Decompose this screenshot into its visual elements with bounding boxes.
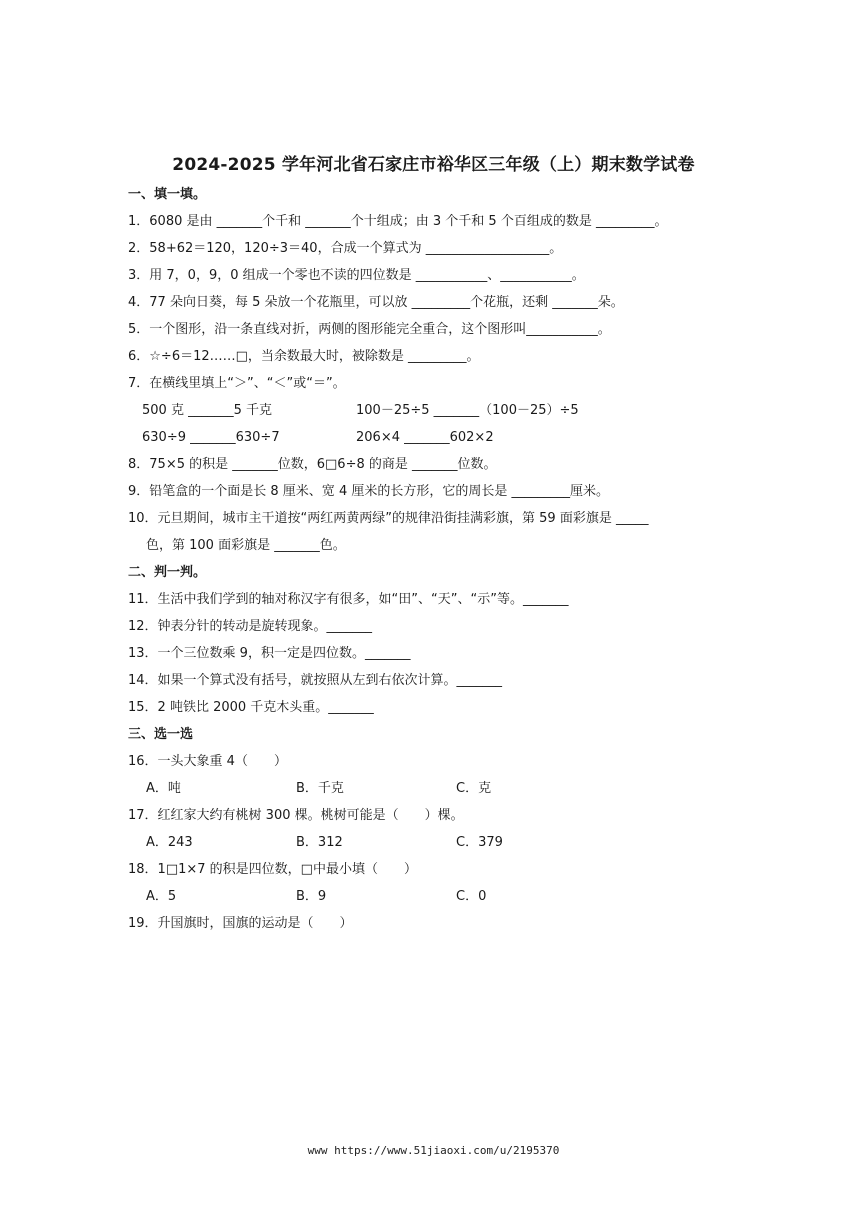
question-16: 16．一头大象重 4（ ） — [128, 754, 287, 769]
question-15: 15．2 吨铁比 2000 千克木头重。_______ — [128, 700, 374, 715]
question-18-option-a: A．5 — [146, 889, 177, 904]
question-18: 18．1□1×7 的积是四位数，□中最小填（ ） — [128, 862, 417, 877]
question-7-item-b: 100－25÷5 _______（100－25）÷5 — [356, 403, 579, 418]
section-heading-fill: 一、填一填。 — [128, 187, 207, 202]
question-7: 7．在横线里填上“＞”、“＜”或“＝”。 — [128, 376, 346, 391]
question-1: 1．6080 是由 _______个千和 _______个十组成；由 3 个千和 5 个百组成的数是 _________。 — [128, 214, 668, 229]
section-heading-judge: 二、判一判。 — [128, 565, 207, 580]
question-10-continued: 色，第 100 面彩旗是 _______色。 — [146, 538, 346, 553]
question-9: 9．铅笔盒的一个面是长 8 厘米、宽 4 厘米的长方形，它的周长是 _________厘米。 — [128, 484, 609, 499]
question-2: 2．58+62＝120，120÷3＝40，合成一个算式为 ___________________。 — [128, 241, 563, 256]
question-17-option-b: B．312 — [296, 835, 343, 850]
question-4: 4．77 朵向日葵，每 5 朵放一个花瓶里，可以放 _________个花瓶，还剩 _______朵。 — [128, 295, 624, 310]
question-16-option-b: B．千克 — [296, 781, 344, 796]
question-10: 10．元旦期间，城市主干道按“两红两黄两绿”的规律沿街挂满彩旗，第 59 面彩旗是 _____ — [128, 511, 649, 526]
section-heading-choose: 三、选一选 — [128, 727, 194, 742]
question-13: 13．一个三位数乘 9，积一定是四位数。_______ — [128, 646, 411, 661]
question-6: 6．☆÷6＝12……□，当余数最大时，被除数是 _________。 — [128, 349, 480, 364]
question-17-option-c: C．379 — [456, 835, 503, 850]
question-17: 17．红红家大约有桃树 300 棵。桃树可能是（ ）棵。 — [128, 808, 464, 823]
question-16-option-c: C．克 — [456, 781, 492, 796]
question-19: 19．升国旗时，国旗的运动是（ ） — [128, 916, 353, 931]
question-17-option-a: A．243 — [146, 835, 193, 850]
question-8: 8．75×5 的积是 _______位数，6□6÷8 的商是 _______位数。 — [128, 457, 497, 472]
question-7-item-a: 500 克 _______5 千克 — [142, 403, 272, 418]
question-3: 3．用 7，0，9，0 组成一个零也不读的四位数是 ___________、___________。 — [128, 268, 585, 283]
question-7-item-d: 206×4 _______602×2 — [356, 430, 494, 445]
question-12: 12．钟表分针的转动是旋转现象。_______ — [128, 619, 373, 634]
footer-url: www https://www.51jiaoxi.com/u/2195370 — [307, 1144, 560, 1157]
question-16-option-a: A．吨 — [146, 781, 181, 796]
question-18-option-b: B．9 — [296, 889, 327, 904]
question-11: 11．生活中我们学到的轴对称汉字有很多，如“田”、“天”、“示”等。_______ — [128, 592, 569, 607]
question-14: 14．如果一个算式没有括号，就按照从左到右依次计算。_______ — [128, 673, 503, 688]
document-title: 2024-2025 学年河北省石家庄市裕华区三年级（上）期末数学试卷 — [172, 155, 695, 175]
question-7-item-c: 630÷9 _______630÷7 — [142, 430, 280, 445]
question-5: 5．一个图形，沿一条直线对折，两侧的图形能完全重合，这个图形叫___________。 — [128, 322, 611, 337]
question-18-option-c: C．0 — [456, 889, 487, 904]
